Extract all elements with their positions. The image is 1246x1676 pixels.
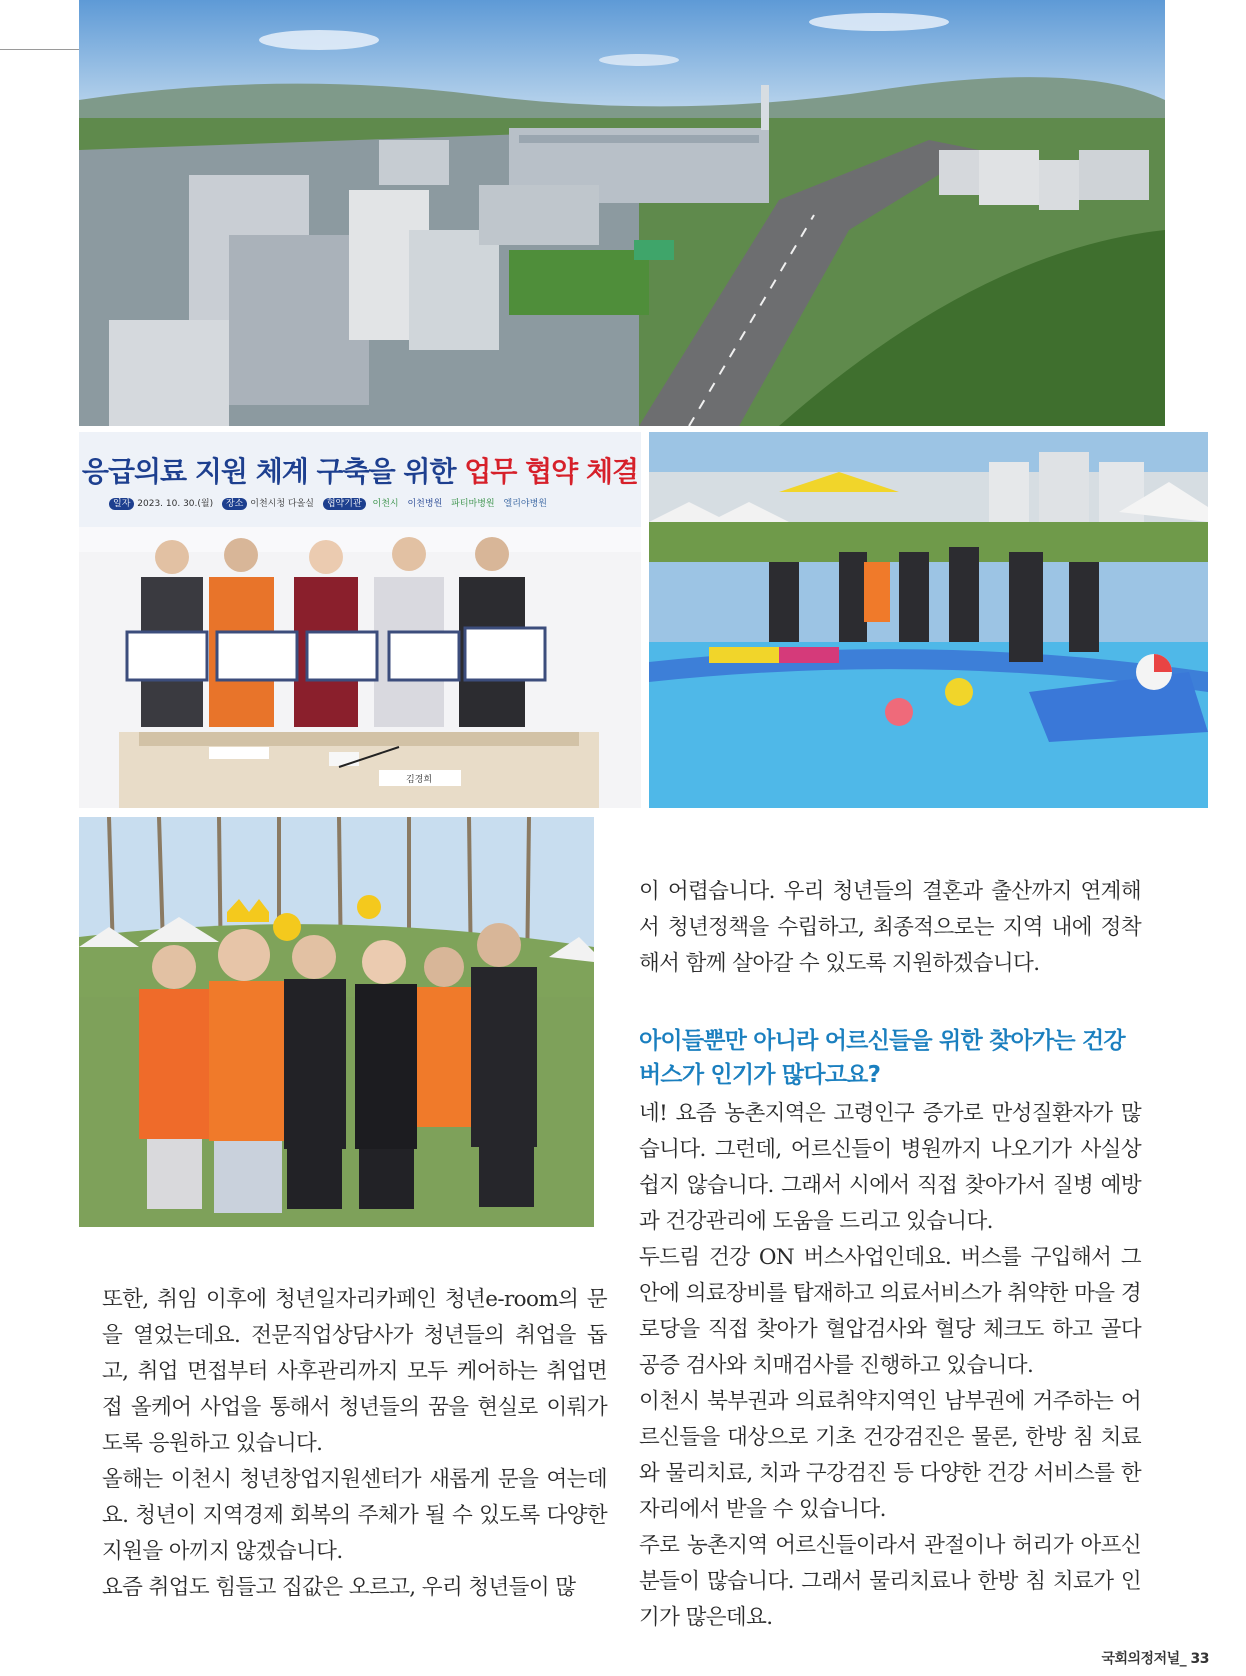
partners-label: 협약기관 bbox=[323, 498, 366, 510]
banner-info-row bbox=[109, 496, 619, 509]
header-rule bbox=[0, 49, 79, 50]
right-text-column bbox=[639, 874, 1141, 1636]
right-paragraph-3: 이천시 북부권과 의료취약지역인 남부권에 거주하는 어르신들을 대상으로 기초 건강검진은 물론, 한방 침 치료와 물리치료, 치과 구강검진 등 다양한 건강 서비스를 한 자리에서 받을 수 있습니다. bbox=[639, 1389, 1141, 1522]
place-value: 이천시청 다올실 bbox=[250, 499, 314, 509]
partner-1: 이천시 bbox=[372, 499, 399, 509]
right-intro-paragraph: 이 어렵습니다. 우리 청년들의 결혼과 출산까지 연계해서 청년정책을 수립하고, 최종적으로는 지역 내에 정착해서 함께 살아갈 수 있도록 지원하겠습니다. bbox=[639, 879, 1141, 976]
place-label: 장소 bbox=[222, 498, 247, 510]
partner-4: 엘리야병원 bbox=[503, 499, 547, 509]
interview-question-heading: 아이들뿐만 아니라 어르신들을 위한 찾아가는 건강버스가 인기가 많다고요? bbox=[639, 1028, 1125, 1088]
left-paragraph-3: 요즘 취업도 힘들고 집값은 오르고, 우리 청년들이 많 bbox=[102, 1575, 576, 1600]
right-paragraph-2: 두드림 건강 ON 버스사업인데요. 버스를 구입해서 그 안에 의료장비를 탑재하고 의료서비스가 취약한 마을 경로당을 직접 찾아가 혈압검사와 혈당 체크도 하고 골다공증 검사와 치매검사를 진행하고 있습니다. bbox=[639, 1245, 1141, 1378]
left-paragraph-2: 올해는 이천시 청년창업지원센터가 새롭게 문을 여는데요. 청년이 지역경제 회복의 주체가 될 수 있도록 다양한 지원을 아끼지 않겠습니다. bbox=[102, 1467, 607, 1564]
partner-2: 이천병원 bbox=[407, 499, 443, 509]
children-pool-photo bbox=[649, 432, 1208, 808]
left-paragraph-1: 또한, 취임 이후에 청년일자리카페인 청년e-room의 문을 열었는데요. 전문직업상담사가 청년들의 취업을 돕고, 취업 면접부터 사후관리까지 모두 케어하는 취업면접 올케어 사업을 통해서 청년들의 꿈을 현실로 이뤄가도록 응원하고 있습니다. bbox=[102, 1287, 607, 1456]
page-footer bbox=[1101, 1648, 1209, 1668]
date-value: 2023. 10. 30.(월) bbox=[137, 499, 214, 509]
page-number: 33 bbox=[1190, 1651, 1209, 1667]
right-paragraph-4: 주로 농촌지역 어르신들이라서 관절이나 허리가 아프신분들이 많습니다. 그래서 물리치료나 한방 침 치료가 인기가 많은데요. bbox=[639, 1533, 1141, 1630]
agreement-signing-photo bbox=[79, 432, 641, 808]
youth-festival-group-photo bbox=[79, 817, 594, 1227]
magazine-name: 국회의정저널_ bbox=[1101, 1651, 1187, 1667]
banner-title-part1: 응급의료 지원 체계 구축을 위한 bbox=[81, 455, 465, 488]
banner-title-part2: 업무 협약 체결 bbox=[464, 455, 639, 488]
partner-3: 파티마병원 bbox=[451, 499, 495, 509]
date-label: 일자 bbox=[109, 498, 134, 510]
banner-title bbox=[79, 450, 641, 490]
nameplate-text: 김경희 bbox=[405, 775, 433, 785]
aerial-city-photo bbox=[79, 0, 1165, 426]
left-text-column bbox=[102, 1282, 607, 1606]
right-paragraph-1: 네! 요즘 농촌지역은 고령인구 증가로 만성질환자가 많습니다. 그런데, 어르신들이 병원까지 나오기가 사실상 쉽지 않습니다. 그래서 시에서 직접 찾아가서 질병 예방과 건강관리에 도움을 드리고 있습니다. bbox=[639, 1101, 1141, 1234]
